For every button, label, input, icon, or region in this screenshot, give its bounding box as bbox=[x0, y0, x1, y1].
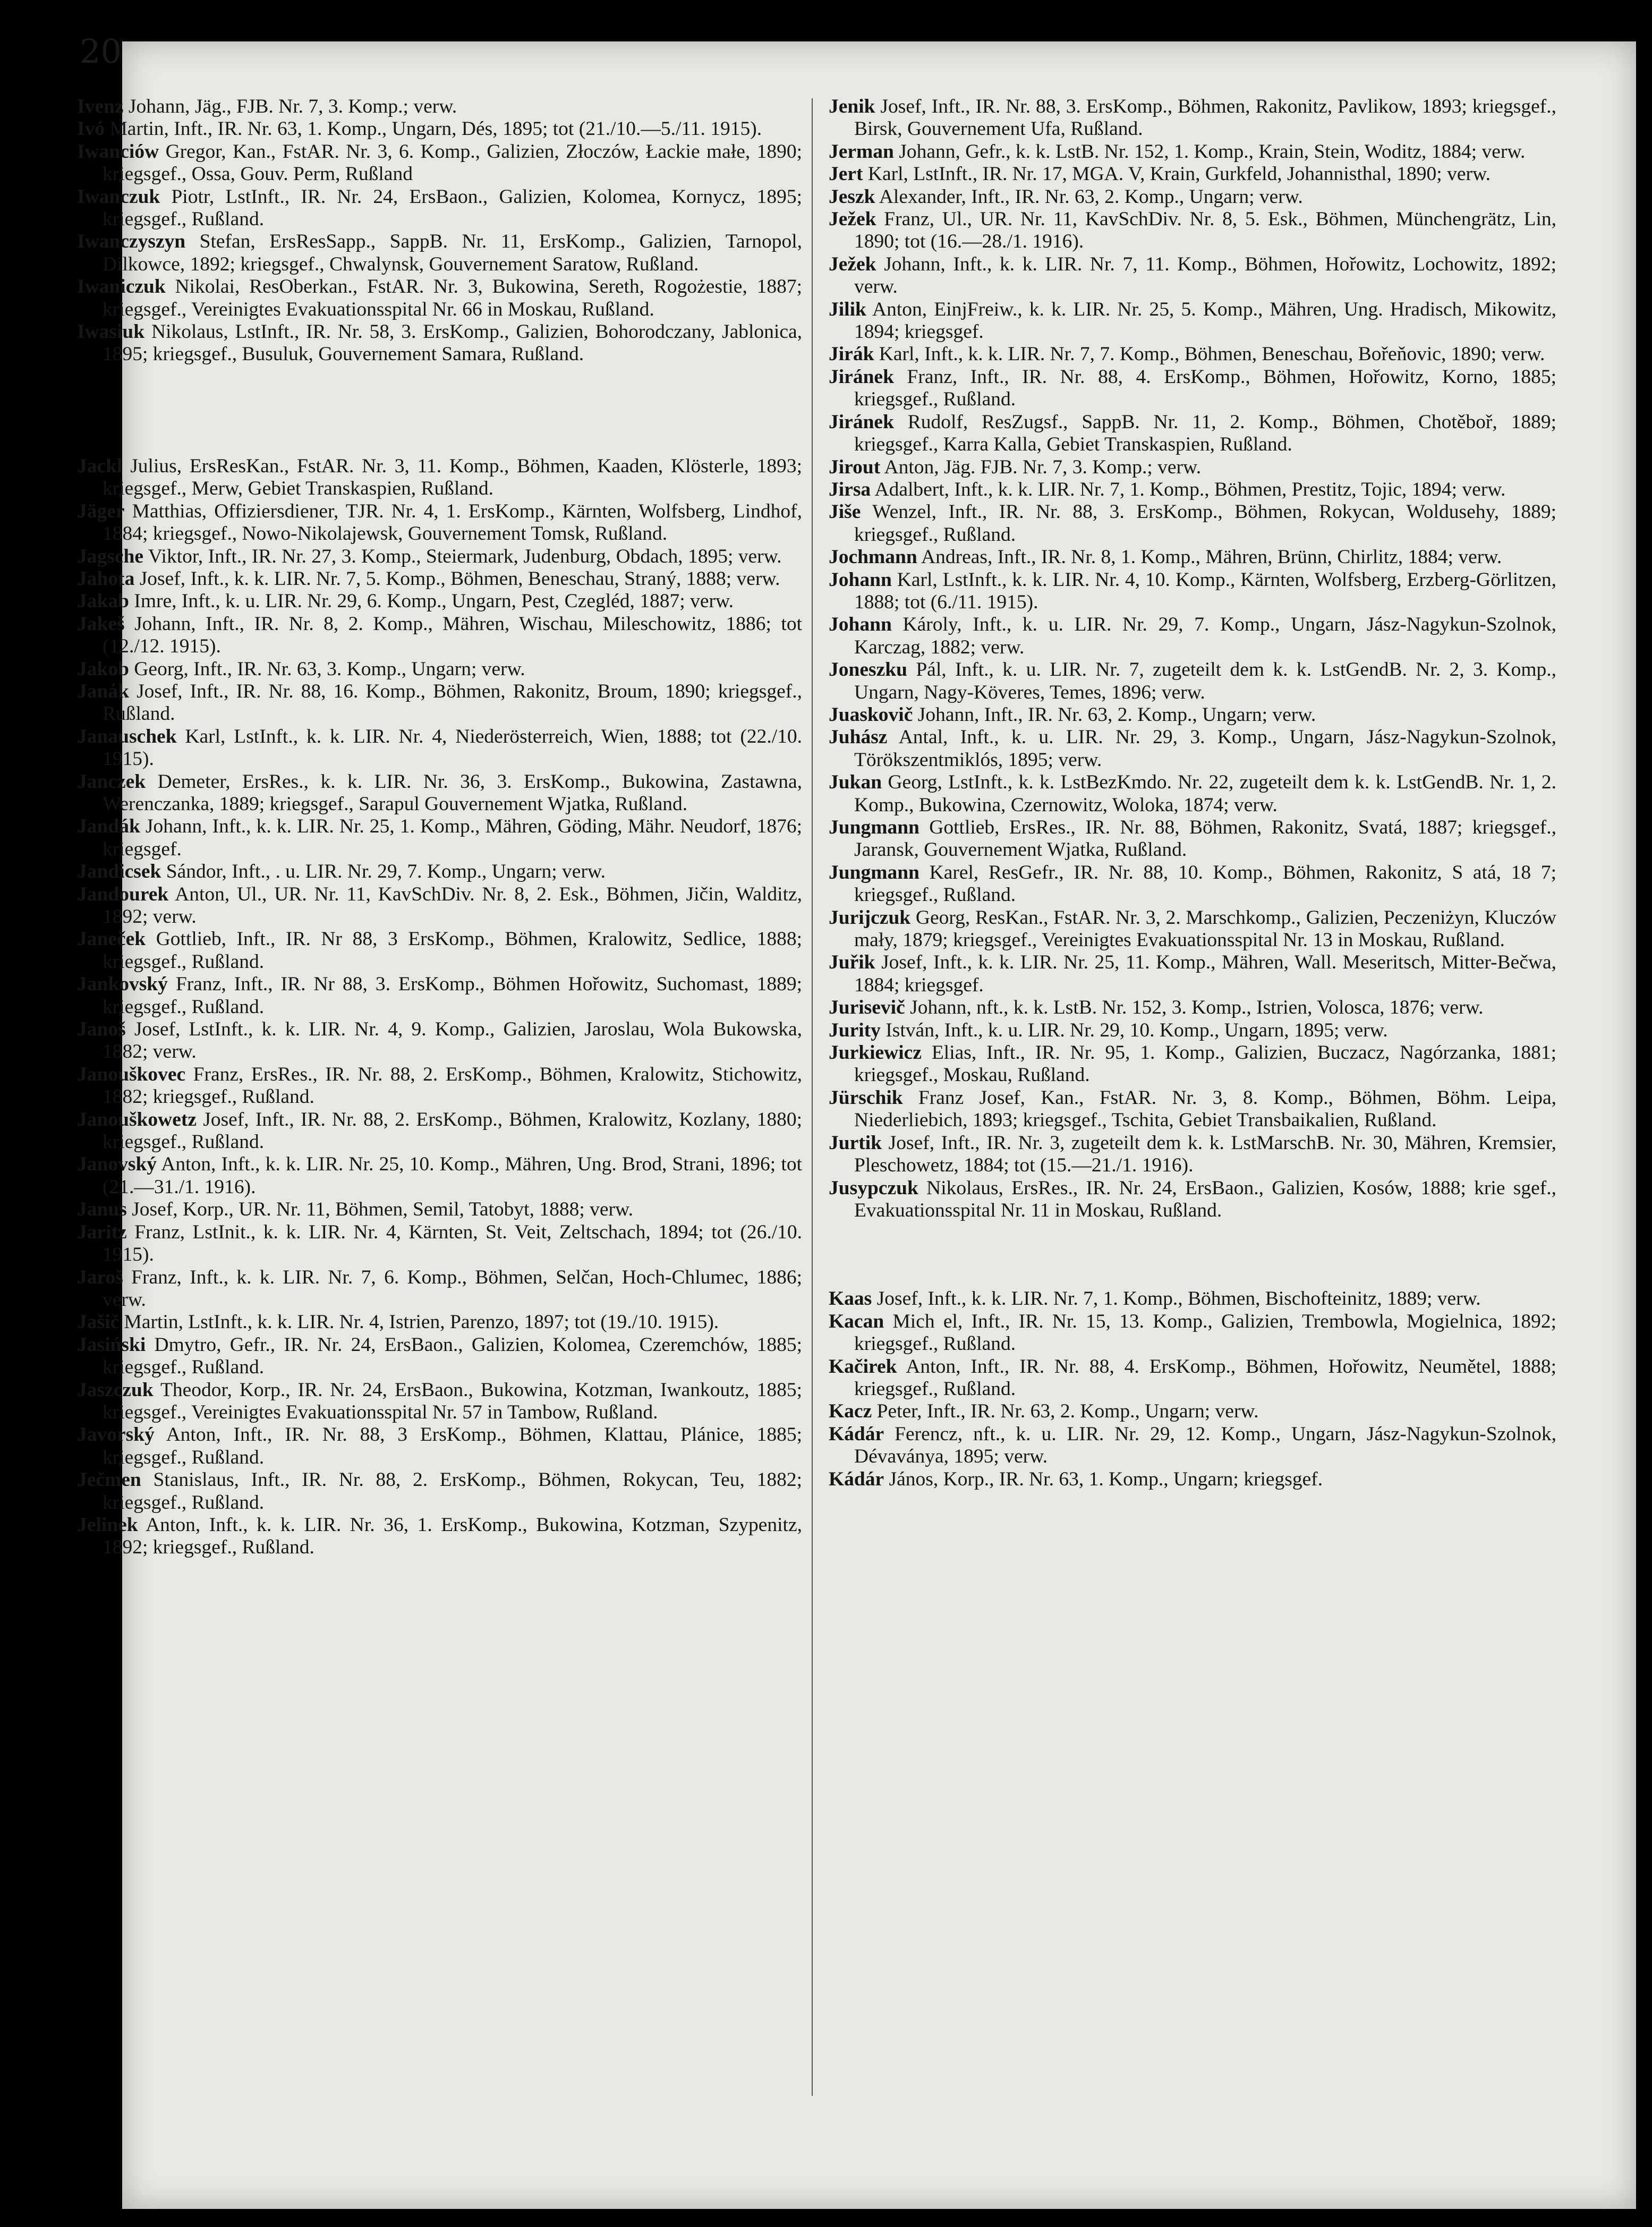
entry-details: Anton, Inft., IR. Nr. 88, 3 ErsKomp., Böhmen, Klattau, Plánice, 1885; kriegsgef., Rußland. bbox=[103, 1424, 802, 1468]
entry-details: Franz, Inft., IR. Nr 88, 3. ErsKomp., Böhmen Hořowitz, Suchomast, 1889; kriegsgef., Rußland. bbox=[103, 973, 803, 1018]
left-column bbox=[77, 96, 802, 1559]
register-entry bbox=[77, 455, 802, 500]
entry-details: Demeter, ErsRes., k. k. LIR. Nr. 36, 3. ErsKomp., Bukowina, Zastawna, Werenczanka, 1889; kriegsgef., Sarapul Gouvernement Wjatka, Rußland. bbox=[103, 770, 803, 815]
register-entry bbox=[829, 1042, 1556, 1087]
entry-details: Julius, ErsResKan., FstAR. Nr. 3, 11. Komp., Böhmen, Kaaden, Klösterle, 1893; kriegsgef., Merw, Gebiet Transkaspien, Rußland. bbox=[103, 455, 803, 500]
register-entry bbox=[77, 861, 802, 883]
entry-details: Elias, Inft., IR. Nr. 95, 1. Komp., Galizien, Buczacz, Nagórzanka, 1881; kriegsgef., Moskau, Rußland. bbox=[854, 1042, 1557, 1086]
entry-details: Gottlieb, ErsRes., IR. Nr. 88, Böhmen, Rakonitz, Svatá, 1887; kriegsgef., Jaransk, Gouvernement Wjatka, Rußland. bbox=[854, 817, 1556, 861]
entry-surname: Janouškovec bbox=[77, 1063, 186, 1085]
entry-details: Franz, Ul., UR. Nr. 11, KavSchDiv. Nr. 8, 5. Esk., Böhmen, Münchengrätz, Lin, 1890; tot (16.—28./1. 1916). bbox=[854, 208, 1556, 253]
entry-details: Josef, Inft., IR. Nr. 3, zugeteilt dem k. k. LstMarschB. Nr. 30, Mähren, Kremsier, Pleschowetz, 1884; tot (15.—21./1. 1916). bbox=[854, 1132, 1556, 1177]
entry-surname: Janus bbox=[77, 1198, 127, 1221]
register-entry bbox=[829, 1019, 1556, 1042]
entry-surname: Jurijczuk bbox=[829, 906, 911, 929]
register-entry bbox=[77, 96, 802, 118]
register-entry bbox=[829, 659, 1556, 704]
entry-details: Matthias, Offiziersdiener, TJR. Nr. 4, 1. ErsKomp., Kärnten, Wolfsberg, Lindhof, 1884; kriegsgef., Nowo-Nikolajewsk, Gouvernement Tomsk, Rußland. bbox=[103, 500, 803, 545]
register-entry bbox=[77, 141, 802, 186]
register-entry bbox=[77, 231, 802, 276]
entry-details: Karl, LstInft., k. k. LIR. Nr. 4, 10. Komp., Kärnten, Wolfsberg, Erzberg-Görlitzen, 1888; tot (6./11. 1915). bbox=[854, 568, 1556, 613]
register-entry bbox=[829, 1356, 1556, 1401]
entry-surname: Jirák bbox=[829, 343, 874, 366]
entry-surname: Jusypczuk bbox=[829, 1177, 918, 1199]
entry-details: Sándor, Inft., . u. LIR. Nr. 29, 7. Komp., Ungarn; verw. bbox=[166, 861, 606, 883]
entry-details: Franz, LstInit., k. k. LIR. Nr. 4, Kärnten, St. Veit, Zeltschach, 1894; tot (26./10. 1915). bbox=[103, 1221, 803, 1266]
entry-details: Johann, Inft., IR. Nr. 8, 2. Komp., Mähren, Wischau, Mileschowitz, 1886; tot (12./12. 1915). bbox=[103, 613, 803, 658]
register-entry bbox=[829, 569, 1556, 614]
register-entry bbox=[77, 815, 802, 861]
register-entry bbox=[829, 1423, 1556, 1468]
register-entry bbox=[829, 501, 1556, 546]
register-entry bbox=[829, 726, 1556, 771]
register-entry bbox=[829, 1468, 1556, 1491]
entry-details: Martin, Inft., IR. Nr. 63, 1. Komp., Ungarn, Dés, 1895; tot (21./10.—5./11. 1915). bbox=[109, 118, 762, 140]
register-entry bbox=[77, 1109, 802, 1154]
register-entry bbox=[77, 771, 802, 816]
entry-details: Johann, Inft., k. k. LIR. Nr. 25, 1. Komp., Mähren, Göding, Mähr. Neudorf, 1876; kriegsgef. bbox=[103, 815, 803, 860]
entry-details: Karel, ResGefr., IR. Nr. 88, 10. Komp., Böhmen, Rakonitz, S atá, 18 7; kriegsgef., Rußland. bbox=[854, 861, 1557, 906]
register-entry bbox=[829, 299, 1556, 344]
entry-details: Nikolaus, ErsRes., IR. Nr. 24, ErsBaon., Galizien, Kosów, 1888; krie sgef., Evakuationsspital Nr. 11 in Moskau, Rußland. bbox=[854, 1177, 1557, 1221]
entry-surname: Jiránek bbox=[829, 411, 894, 433]
register-entry bbox=[77, 613, 802, 658]
column-divider bbox=[812, 98, 813, 2096]
entry-details: Franz, ErsRes., IR. Nr. 88, 2. ErsKomp., Böhmen, Kralowitz, Stichowitz, 1882; kriegsgef., Rußland. bbox=[103, 1063, 803, 1108]
register-entry bbox=[77, 1198, 802, 1221]
entry-surname: Iwasiuk bbox=[77, 321, 145, 343]
entry-details: Andreas, Inft., IR. Nr. 8, 1. Komp., Mähren, Brünn, Chirlitz, 1884; verw. bbox=[921, 546, 1502, 568]
entry-surname: Janák bbox=[77, 680, 129, 702]
entry-details: Rudolf, ResZugsf., SappB. Nr. 11, 2. Komp., Böhmen, Chotěboř, 1889; kriegsgef., Karra Kalla, Gebiet Transkaspien, Rußland. bbox=[854, 411, 1557, 456]
entry-surname: Janauschek bbox=[77, 725, 177, 747]
entry-details: Anton, Ul., UR. Nr. 11, KavSchDiv. Nr. 8, 2. Esk., Böhmen, Jičin, Walditz, 1892; verw. bbox=[103, 883, 803, 928]
entry-surname: Jiránek bbox=[829, 366, 894, 388]
register-entry bbox=[77, 1311, 802, 1333]
entry-details: Franz Josef, Kan., FstAR. Nr. 3, 8. Komp., Böhmen, Böhm. Leipa, Niederliebich, 1893; kriegsgef., Tschita, Gebiet Transbaikalien, Rußland. bbox=[854, 1086, 1557, 1132]
register-entry bbox=[77, 1379, 802, 1424]
register-entry bbox=[829, 208, 1556, 253]
entry-details: Pál, Inft., k. u. LIR. Nr. 7, zugeteilt dem k. k. LstGendB. Nr. 2, 3. Komp., Ungarn, Nagy-Köveres, Temes, 1896; verw. bbox=[854, 659, 1556, 703]
entry-details: István, Inft., k. u. LIR. Nr. 29, 10. Komp., Ungarn, 1895; verw. bbox=[885, 1019, 1388, 1041]
entry-surname: Juaskovič bbox=[829, 703, 913, 726]
entry-details: Josef, Inft., k. k. LIR. Nr. 25, 11. Komp., Mähren, Wall. Meseritsch, Mitter-Bečwa, 1884; kriegsgef. bbox=[854, 951, 1557, 996]
entry-surname: Jagsche bbox=[77, 545, 143, 567]
entry-surname: Juhász bbox=[829, 726, 888, 749]
entry-details: Nikolaus, LstInft., IR. Nr. 58, 3. ErsKomp., Galizien, Bohorodczany, Jablonica, 1895; kriegsgef., Busuluk, Gouvernement Samara, Rußland. bbox=[103, 321, 803, 366]
entry-surname: Iwanczuk bbox=[77, 185, 160, 208]
entry-details: Josef, LstInft., k. k. LIR. Nr. 4, 9. Komp., Galizien, Jaroslau, Wola Bukowska, 1882; verw. bbox=[103, 1018, 802, 1063]
entry-surname: Jackl bbox=[77, 455, 123, 477]
entry-surname: Ječmen bbox=[77, 1469, 141, 1491]
entry-surname: Jankovský bbox=[77, 973, 168, 996]
entry-surname: Jiše bbox=[829, 501, 861, 523]
register-entry bbox=[829, 614, 1556, 659]
register-entry bbox=[77, 973, 802, 1018]
entry-surname: Jaszczuk bbox=[77, 1379, 154, 1401]
entry-details: Josef, Inft., IR. Nr. 88, 2. ErsKomp., Böhmen, Kralowitz, Kozlany, 1880; kriegsgef., Rußland. bbox=[103, 1108, 802, 1153]
entry-surname: Javorský bbox=[77, 1424, 155, 1446]
register-entry bbox=[77, 883, 802, 929]
entry-details: Dmytro, Gefr., IR. Nr. 24, ErsBaon., Galizien, Kolomea, Czeremchów, 1885; kriegsgef., Rußland. bbox=[103, 1333, 802, 1379]
entry-details: Josef, Inft., k. k. LIR. Nr. 7, 1. Komp., Böhmen, Bischofteinitz, 1889; verw. bbox=[876, 1288, 1481, 1310]
register-entry bbox=[829, 817, 1556, 862]
register-entry bbox=[77, 500, 802, 546]
register-entry bbox=[829, 1400, 1556, 1423]
entry-details: Josef, Inft., IR. Nr. 88, 3. ErsKomp., Böhmen, Rakonitz, Pavlikow, 1893; kriegsgef., Birsk, Gouvernement Ufa, Rußland. bbox=[854, 96, 1557, 140]
register-entry bbox=[829, 186, 1556, 208]
entry-surname: Kačirek bbox=[829, 1355, 897, 1378]
entry-surname: Iwanciów bbox=[77, 140, 159, 163]
entry-surname: Jenik bbox=[829, 96, 875, 117]
register-entry bbox=[77, 590, 802, 613]
register-entry bbox=[829, 479, 1556, 501]
entry-details: Antal, Inft., k. u. LIR. Nr. 29, 3. Komp., Ungarn, Jász-Nagykun-Szolnok, Törökszentmiklós, 1895; verw. bbox=[854, 726, 1556, 771]
register-entry bbox=[77, 321, 802, 366]
entry-details: Johann, Inft., IR. Nr. 63, 2. Komp., Ungarn; verw. bbox=[917, 703, 1316, 726]
entry-details: Imre, Inft., k. u. LIR. Nr. 29, 6. Komp., Ungarn, Pest, Czegléd, 1887; verw. bbox=[134, 590, 734, 613]
register-entry bbox=[77, 118, 802, 140]
register-entry bbox=[829, 253, 1556, 299]
entry-surname: Jaroš bbox=[77, 1266, 123, 1288]
entry-surname: Ivó bbox=[77, 118, 105, 140]
entry-details: Gottlieb, Inft., IR. Nr 88, 3 ErsKomp., Böhmen, Kralowitz, Sedlice, 1888; kriegsgef., Rußland. bbox=[103, 928, 802, 973]
right-column bbox=[829, 96, 1556, 1491]
entry-surname: Jakeš bbox=[77, 613, 125, 635]
register-entry bbox=[77, 1153, 802, 1198]
register-entry bbox=[829, 163, 1556, 185]
entry-details: Nikolai, ResOberkan., FstAR. Nr. 3, Bukowina, Sereth, Rogożestie, 1887; kriegsgef., Vereinigtes Evakuationsspital Nr. 66 in Moskau, Rußland. bbox=[103, 276, 802, 320]
entry-details: Johann, nft., k. k. LstB. Nr. 152, 3. Komp., Istrien, Volosca, 1876; verw. bbox=[910, 997, 1484, 1019]
register-entry bbox=[829, 411, 1556, 456]
entry-details: Georg, ResKan., FstAR. Nr. 3, 2. Marschkomp., Galizien, Peczeniżyn, Kluczów mały, 1879; kriegsgef., Vereinigtes Evakuationsspital Nr. 13 in Moskau, Rußland. bbox=[854, 906, 1556, 951]
register-entry bbox=[829, 951, 1556, 997]
entry-surname: Jungmann bbox=[829, 817, 919, 838]
register-entry bbox=[829, 343, 1556, 366]
entry-details: Ferencz, nft., k. u. LIR. Nr. 29, 12. Komp., Ungarn, Jász-Nagykun-Szolnok, Dévaványa, 1895; verw. bbox=[854, 1423, 1557, 1468]
entry-surname: Jurity bbox=[829, 1019, 881, 1041]
register-entry bbox=[829, 96, 1556, 141]
register-entry bbox=[829, 704, 1556, 726]
register-entry bbox=[829, 907, 1556, 952]
entry-details: Karl, LstInft., k. k. LIR. Nr. 4, Niederösterreich, Wien, 1888; tot (22./10. 1915). bbox=[103, 725, 802, 770]
entry-details: Adalbert, Inft., k. k. LIR. Nr. 7, 1. Komp., Böhmen, Prestitz, Tojic, 1894; verw. bbox=[874, 478, 1506, 500]
entry-details: Peter, Inft., IR. Nr. 63, 2. Komp., Ungarn; verw. bbox=[876, 1400, 1259, 1423]
register-entry bbox=[77, 1018, 802, 1064]
register-entry bbox=[829, 862, 1556, 907]
register-entry bbox=[829, 141, 1556, 163]
entry-details: Stefan, ErsResSapp., SappB. Nr. 11, ErsKomp., Galizien, Tarnopol, Dilkowce, 1892; kriegsgef., Chwalynsk, Gouvernement Saratow, Rußland. bbox=[103, 231, 802, 275]
entry-details: Theodor, Korp., IR. Nr. 24, ErsBaon., Bukowina, Kotzman, Iwankoutz, 1885; kriegsgef., Vereinigtes Evakuationsspital Nr. 57 in Tambow, Rußland. bbox=[103, 1379, 802, 1423]
entry-surname: Jahota bbox=[77, 567, 135, 590]
entry-details: Gregor, Kan., FstAR. Nr. 3, 6. Komp., Galizien, Złoczów, Łackie małe, 1890; kriegsgef., Ossa, Gouv. Perm, Rußland bbox=[103, 140, 802, 185]
register-entry bbox=[829, 771, 1556, 817]
entry-surname: Janeček bbox=[77, 928, 146, 950]
entry-surname: Jurisevič bbox=[829, 997, 905, 1019]
entry-details: Josef, Inft., k. k. LIR. Nr. 7, 5. Komp., Böhmen, Beneschau, Straný, 1888; verw. bbox=[139, 567, 780, 590]
entry-surname: Jaritz bbox=[77, 1221, 127, 1243]
entry-surname: Jäger bbox=[77, 500, 125, 522]
entry-surname: Jeszk bbox=[829, 185, 875, 208]
entry-surname: Kacan bbox=[829, 1310, 884, 1332]
register-entry bbox=[829, 366, 1556, 411]
entry-details: Károly, Inft., k. u. LIR. Nr. 29, 7. Komp., Ungarn, Jász-Nagykun-Szolnok, Karczag, 1882; verw. bbox=[854, 614, 1556, 658]
entry-details: Anton, Inft., k. k. LIR. Nr. 36, 1. ErsKomp., Bukowina, Kotzman, Szypenitz, 1892; kriegsgef., Rußland. bbox=[103, 1514, 802, 1559]
entry-details: Josef, Inft., IR. Nr. 88, 16. Komp., Böhmen, Rakonitz, Broum, 1890; kriegsgef., Rußland. bbox=[103, 680, 803, 725]
entry-surname: Jašič bbox=[77, 1311, 120, 1333]
register-entry bbox=[77, 546, 802, 568]
register-entry bbox=[829, 1087, 1556, 1132]
entry-details: Karl, Inft., k. k. LIR. Nr. 7, 7. Komp., Böhmen, Beneschau, Bořeňovic, 1890; verw. bbox=[879, 343, 1545, 366]
entry-details: Viktor, Inft., IR. Nr. 27, 3. Komp., Steiermark, Judenburg, Obdach, 1895; verw. bbox=[148, 545, 782, 567]
register-entry bbox=[829, 1288, 1556, 1310]
entry-surname: Jakob bbox=[77, 658, 129, 680]
register-entry bbox=[77, 1266, 802, 1312]
entry-surname: Johann bbox=[829, 568, 892, 591]
entry-surname: Jürschik bbox=[829, 1086, 903, 1109]
entry-details: Johann, Jäg., FJB. Nr. 7, 3. Komp.; verw. bbox=[128, 96, 457, 117]
entry-details: Alexander, Inft., IR. Nr. 63, 2. Komp., Ungarn; verw. bbox=[879, 185, 1303, 208]
entry-details: Anton, Jäg. FJB. Nr. 7, 3. Komp.; verw. bbox=[884, 456, 1202, 478]
entry-details: Georg, LstInft., k. k. LstBezKmdo. Nr. 22, zugeteilt dem k. k. LstGendB. Nr. 1, 2. Komp., Bukowina, Czernowitz, Woloka, 1874; verw. bbox=[854, 771, 1556, 816]
register-entry bbox=[829, 546, 1556, 568]
register-entry bbox=[829, 1177, 1556, 1222]
entry-surname: Jukan bbox=[829, 771, 882, 794]
entry-surname: Jandák bbox=[77, 815, 140, 838]
entry-surname: Janouškowetz bbox=[77, 1108, 197, 1130]
entry-details: Johann, Gefr., k. k. LstB. Nr. 152, 1. Komp., Krain, Stein, Woditz, 1884; verw. bbox=[899, 140, 1526, 163]
entry-surname: Ježek bbox=[829, 208, 876, 231]
register-entry bbox=[77, 1514, 802, 1559]
register-entry bbox=[77, 1064, 802, 1109]
section-gap bbox=[77, 366, 802, 455]
entry-surname: Joneszku bbox=[829, 659, 907, 681]
entry-details: Johann, Inft., k. k. LIR. Nr. 7, 11. Komp., Böhmen, Hořowitz, Lochowitz, 1892; verw. bbox=[854, 253, 1556, 298]
register-entry bbox=[77, 1221, 802, 1266]
entry-surname: Jert bbox=[829, 163, 863, 185]
entry-details: Georg, Inft., IR. Nr. 63, 3. Komp., Ungarn; verw. bbox=[134, 658, 525, 680]
register-entry bbox=[77, 928, 802, 973]
entry-surname: Ivenz bbox=[77, 96, 124, 117]
entry-surname: Kádár bbox=[829, 1468, 884, 1490]
entry-surname: Kaas bbox=[829, 1288, 872, 1310]
entry-surname: Kádár bbox=[829, 1423, 884, 1445]
entry-surname: Janczek bbox=[77, 770, 146, 793]
register-entry bbox=[77, 1424, 802, 1469]
entry-surname: Jurtik bbox=[829, 1132, 882, 1154]
entry-surname: Kacz bbox=[829, 1400, 872, 1423]
register-entry bbox=[77, 658, 802, 681]
entry-details: János, Korp., IR. Nr. 63, 1. Komp., Ungarn; kriegsgef. bbox=[889, 1468, 1323, 1490]
entry-details: Franz, Inft., k. k. LIR. Nr. 7, 6. Komp., Böhmen, Selčan, Hoch-Chlumec, 1886; verw. bbox=[103, 1266, 802, 1311]
entry-surname: Jelinek bbox=[77, 1514, 138, 1536]
entry-surname: Jasiński bbox=[77, 1333, 146, 1356]
entry-surname: Jerman bbox=[829, 140, 894, 163]
register-entry bbox=[77, 276, 802, 321]
register-entry bbox=[829, 456, 1556, 479]
entry-surname: Jochmann bbox=[829, 546, 917, 568]
register-entry bbox=[829, 997, 1556, 1019]
register-entry bbox=[77, 568, 802, 590]
entry-surname: Jilik bbox=[829, 298, 866, 320]
entry-details: Anton, Inft., k. k. LIR. Nr. 25, 10. Komp., Mähren, Ung. Brod, Strani, 1896; tot (21.—31./1. 1916). bbox=[103, 1153, 802, 1198]
entry-details: Anton, EinjFreiw., k. k. LIR. Nr. 25, 5. Komp., Mähren, Ung. Hradisch, Mikowitz, 1894; kriegsgef. bbox=[854, 298, 1556, 343]
entry-surname: Janoš bbox=[77, 1018, 126, 1041]
entry-surname: Jurkiewicz bbox=[829, 1042, 922, 1064]
register-entry bbox=[829, 1311, 1556, 1356]
entry-details: Wenzel, Inft., IR. Nr. 88, 3. ErsKomp., Böhmen, Rokycan, Woldusehy, 1889; kriegsgef., Rußland. bbox=[854, 501, 1556, 546]
entry-details: Franz, Inft., IR. Nr. 88, 4. ErsKomp., Böhmen, Hořowitz, Korno, 1885; kriegsgef., Rußland. bbox=[854, 366, 1556, 411]
page-number: 20 bbox=[80, 32, 122, 71]
entry-details: Stanislaus, Inft., IR. Nr. 88, 2. ErsKomp., Böhmen, Rokycan, Teu, 1882; kriegsgef., Rußland. bbox=[103, 1469, 802, 1514]
entry-surname: Johann bbox=[829, 614, 892, 636]
entry-details: Martin, LstInft., k. k. LIR. Nr. 4, Istrien, Parenzo, 1897; tot (19./10. 1915). bbox=[124, 1311, 719, 1333]
section-gap bbox=[829, 1222, 1556, 1288]
register-entry bbox=[77, 726, 802, 771]
entry-surname: Jakab bbox=[77, 590, 129, 613]
entry-surname: Juřik bbox=[829, 951, 875, 974]
register-entry bbox=[77, 1469, 802, 1514]
entry-surname: Ježek bbox=[829, 253, 876, 275]
register-entry bbox=[77, 681, 802, 726]
entry-surname: Iwanczyszyn bbox=[77, 231, 186, 253]
entry-details: Josef, Korp., UR. Nr. 11, Böhmen, Semil, Tatobyt, 1888; verw. bbox=[132, 1198, 634, 1221]
entry-details: Karl, LstInft., IR. Nr. 17, MGA. V, Krain, Gurkfeld, Johannisthal, 1890; verw. bbox=[867, 163, 1491, 185]
entry-details: Mich el, Inft., IR. Nr. 15, 13. Komp., Galizien, Trembowla, Mogielnica, 1892; kriegsgef., Rußland. bbox=[854, 1310, 1556, 1355]
entry-surname: Jirout bbox=[829, 456, 881, 478]
entry-details: Piotr, LstInft., IR. Nr. 24, ErsBaon., Galizien, Kolomea, Kornycz, 1895; kriegsgef., Rußland. bbox=[103, 185, 803, 231]
register-entry bbox=[829, 1132, 1556, 1177]
entry-surname: Jandourek bbox=[77, 883, 169, 905]
entry-surname: Jirsa bbox=[829, 478, 871, 500]
entry-surname: Jandicsek bbox=[77, 861, 161, 883]
entry-details: Anton, Inft., IR. Nr. 88, 4. ErsKomp., Böhmen, Hořowitz, Neumětel, 1888; kriegsgef., Rußland. bbox=[854, 1355, 1556, 1400]
entry-surname: Janovský bbox=[77, 1153, 157, 1176]
register-entry bbox=[77, 1334, 802, 1379]
entry-surname: Iwaniczuk bbox=[77, 276, 166, 298]
register-entry bbox=[77, 186, 802, 231]
entry-surname: Jungmann bbox=[829, 861, 919, 883]
